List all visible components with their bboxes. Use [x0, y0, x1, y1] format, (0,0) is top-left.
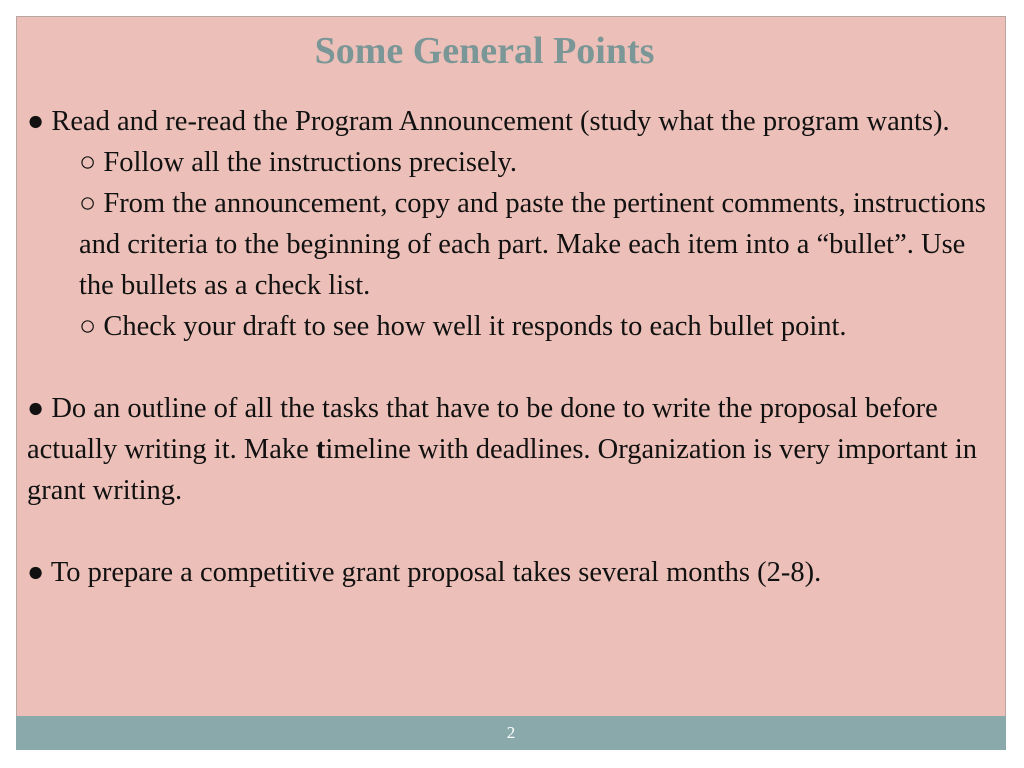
sub-bullet-2: ○ From the announcement, copy and paste the pertinent comments, instructions and criteria to the beginning of each part. Make each item into a “bullet”. Use the bullets as a check list. [79, 188, 986, 301]
sub-bullet-3: ○ Check your draft to see how well it responds to each bullet point. [79, 311, 847, 342]
spacer [27, 347, 997, 388]
slide [16, 16, 1006, 750]
bullet-1: ● Read and re-read the Program Announcement (study what the program wants). [27, 106, 950, 137]
bullet-2-text-before: ● Do an outline of all the tasks that have to be done to write the proposal before actually writing it. Make [27, 393, 938, 465]
footer-bar [16, 716, 1006, 750]
spacer [27, 511, 997, 552]
bullet-2-text-bold: t [315, 434, 326, 465]
bullet-2 [27, 388, 997, 511]
page-number: 2 [506, 723, 516, 742]
slide-title: Some General Points [314, 30, 655, 72]
bullet-3: ● To prepare a competitive grant proposal takes several months (2-8). [27, 557, 822, 588]
sub-bullet-1: ○ Follow all the instructions precisely. [79, 147, 518, 178]
slide-body [27, 101, 997, 593]
bullet-2-text-after: imeline with deadlines. Organization is very important in grant writing. [27, 434, 978, 506]
